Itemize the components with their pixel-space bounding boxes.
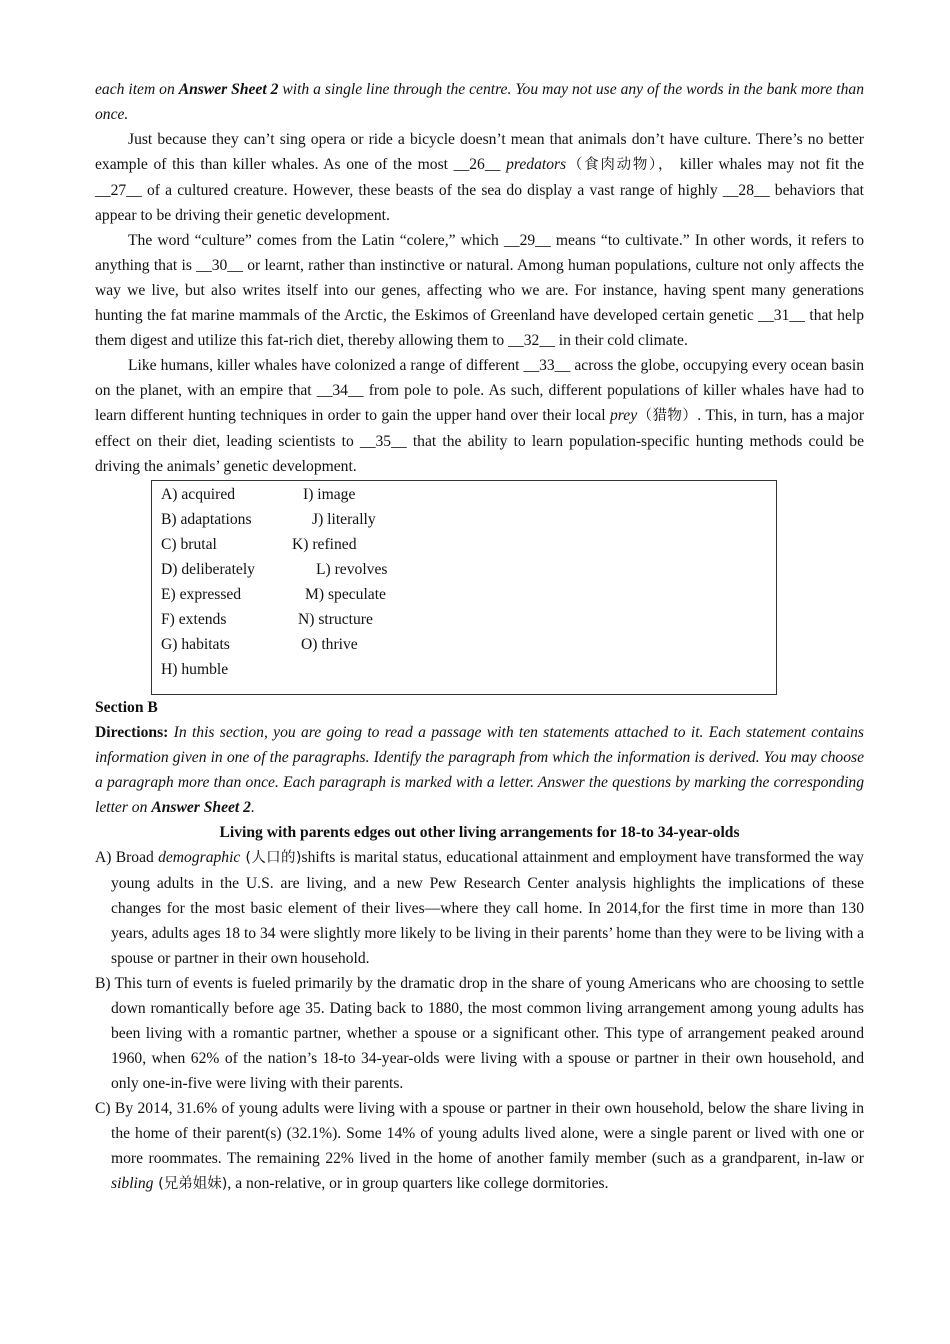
para-a-term: demographic xyxy=(158,849,241,866)
word-option: O) thrive xyxy=(301,636,358,653)
word-option: D) deliberately xyxy=(161,561,255,578)
passage-paragraph-2: The word “culture” comes from the Latin “colere,” which __29__ means “to cultivate.” In other words, it refers to anything that is __30__ or learnt, rather than instinctive or natural. Among human populations, culture not only affects the way we live, but also writes itself into our genes, affecting who we are. For instance, having spent many generations hunting the fat marine mammals of the Arctic, the Eskimos of Greenland have developed certain genetic __31__ that help them digest and utilize this fat-rich diet, thereby allowing them to __32__ in their cold climate. xyxy=(95,232,864,349)
answer-sheet-ref: Answer Sheet 2 xyxy=(178,81,279,98)
p1-term: predators xyxy=(506,156,567,173)
instructions-text-end: with a single line through the centre. You may not use any of the words in the bank more than once. xyxy=(95,81,864,123)
word-bank-row xyxy=(161,657,776,682)
word-bank-row xyxy=(161,482,776,507)
word-option: H) humble xyxy=(161,661,229,678)
word-option: N) structure xyxy=(298,611,373,628)
p3-text: Like humans, killer whales have colonized a range of different __33__ across the globe, occupying every ocean basin on the planet, with an empire that __34__ from pole to pole. As such, different populations of killer whales have had to learn different hunting techniques in order to gain the upper hand over their local xyxy=(95,357,864,424)
word-option: I) image xyxy=(303,486,356,503)
p3-text-end: . This, in turn, has a major effect on their diet, leading scientists to __35__ that the ability to learn population-specific hunting methods could be driving the animals’ genetic development. xyxy=(95,407,865,475)
word-option: L) revolves xyxy=(316,561,388,578)
directions-label: Directions: xyxy=(95,724,169,741)
p3-gloss: （猎物） xyxy=(637,408,698,424)
word-bank-row xyxy=(161,532,776,557)
p3-term: prey xyxy=(609,407,638,424)
para-a-text: A) Broad xyxy=(95,849,159,866)
passage-paragraph-3 xyxy=(95,353,864,479)
directions-text: In this section, you are going to read a passage with ten statements attached to it. Each statement contains information given in one of the paragraphs. Identify the paragraph from which the information is derived. You may choose a paragraph more than once. Each paragraph is marked with a letter. Answer the questions by marking the corresponding letter on xyxy=(95,724,864,816)
word-option: F) extends xyxy=(161,611,227,628)
section-heading: Section B xyxy=(95,699,158,716)
page xyxy=(95,77,864,1197)
p1-text-end: killer whales may not fit the __27__ of a cultured creature. However, these beasts of the sea do display a vast range of highly __28__ behaviors that appear to be driving their genetic development. xyxy=(95,156,865,224)
article-title: Living with parents edges out other living arrangements for 18-to 34-year-olds xyxy=(219,824,740,841)
p1-text: Just because they can’t sing opera or ride a bicycle doesn’t mean that animals don’t have culture. There’s no better example of this than killer whales. As one of the most __26__ xyxy=(95,131,864,173)
word-bank-row xyxy=(161,507,776,532)
para-c-text-end: , a non-relative, or in group quarters like college dormitories. xyxy=(227,1175,609,1192)
para-c-text: C) By 2014, 31.6% of young adults were living with a spouse or partner in their own household, below the share living in the home of their parent(s) (32.1%). Some 14% of young adults lived alone, were a single parent or lived with one or more roommates. The remaining 22% lived in the home of another family member (such as a grandparent, in-law or xyxy=(95,1100,864,1167)
article-paragraph-b: B) This turn of events is fueled primarily by the dramatic drop in the share of young Americans who are choosing to settle down romantically before age 35. Dating back to 1880, the most common living arrangement among young adults has been living with a romantic partner, whether a spouse or a significant other. This type of arrangement peaked around 1960, when 62% of the nation’s 18-to 34-year-olds were living with a spouse or partner in their own household, and only one-in-five were living with their parents. xyxy=(95,975,864,1092)
para-a-gloss: (人口的) xyxy=(240,850,302,866)
word-option: G) habitats xyxy=(161,636,230,653)
word-option: C) brutal xyxy=(161,536,217,553)
section-directions xyxy=(95,720,864,820)
word-option: M) speculate xyxy=(305,586,386,603)
word-bank-row xyxy=(161,582,776,607)
word-option: J) literally xyxy=(312,511,376,528)
word-option: K) refined xyxy=(292,536,357,553)
word-option: B) adaptations xyxy=(161,511,252,528)
instructions-tail xyxy=(95,77,864,127)
passage-paragraph-1 xyxy=(95,127,864,228)
directions-end: . xyxy=(250,799,255,816)
word-option: A) acquired xyxy=(161,486,236,503)
word-option: E) expressed xyxy=(161,586,242,603)
para-a-text-end: shifts is marital status, educational attainment and employment have transformed the way young adults in the U.S. are living, and a new Pew Research Center analysis highlights the implications of these changes for the most basic element of their lives—where they call home. In 2014,for the first time in more than 130 years, adults ages 18 to 34 were slightly more likely to be living in their parents’ home than they were to be living with a spouse or partner in their own household. xyxy=(111,849,864,967)
answer-sheet-ref: Answer Sheet 2 xyxy=(151,799,251,816)
word-bank-row xyxy=(161,607,776,632)
instructions-text: each item on xyxy=(95,81,179,98)
p1-gloss: （食肉动物）， xyxy=(566,157,675,173)
word-bank xyxy=(151,480,777,695)
article-paragraph-c xyxy=(95,1096,864,1197)
para-c-gloss: (兄弟姐妹) xyxy=(153,1176,228,1192)
word-bank-row xyxy=(161,557,776,582)
word-bank-row xyxy=(161,632,776,657)
article-paragraph-a xyxy=(95,845,864,971)
para-c-term: sibling xyxy=(111,1175,154,1192)
